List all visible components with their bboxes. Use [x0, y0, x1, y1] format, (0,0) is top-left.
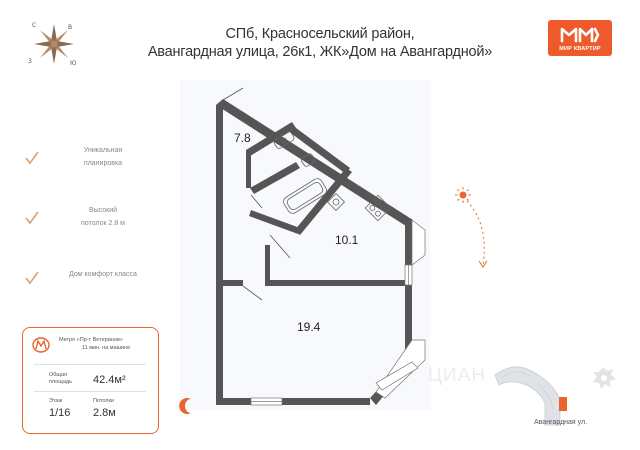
ceiling-label: Потолки	[93, 398, 114, 404]
compass-south-label: Ю	[70, 60, 77, 67]
watermark: ЦИАН	[428, 365, 487, 386]
feature-2-line-2: потолок 2.8 м	[81, 220, 125, 227]
apartment-location-marker	[559, 397, 567, 411]
title-line-1: СПб, Красносельский район,	[225, 26, 415, 42]
area-label-line-1: Общая	[49, 372, 67, 378]
title-line-2: Авангардная улица, 26к1, ЖК»Дом на Авангардной»	[147, 44, 493, 60]
sun-path-icon	[455, 185, 495, 275]
logo-text: МИР КВАРТИР	[559, 46, 601, 52]
area-label-line-2: площадь	[49, 379, 72, 385]
feature-1-line-1: Уникальная	[83, 147, 123, 154]
floor-label: Этаж	[49, 398, 63, 404]
feature-3-line-1: Дом комфорт класса	[69, 271, 137, 278]
room-area-kitchen: 10.1	[335, 233, 359, 247]
street-label: Авангардная ул.	[534, 419, 588, 426]
metro-station-name: Метро «Пр-т Ветеранов»	[59, 337, 123, 343]
floor-value: 1/16	[49, 407, 71, 419]
feature-2-line-1: Высокий	[88, 207, 118, 214]
moon-icon	[178, 396, 198, 416]
compass-west-label: З	[28, 58, 32, 65]
room-area-hall: 7.8	[234, 131, 251, 145]
ceiling-value: 2.8м	[93, 407, 116, 419]
area-value: 42.4м²	[93, 374, 126, 386]
compass-north-label: С	[32, 22, 37, 29]
metro-distance: 11 мин. на машине	[82, 345, 131, 351]
room-area-living: 19.4	[297, 320, 321, 334]
feature-1-line-2: планировка	[83, 160, 123, 167]
compass-east-label: В	[68, 24, 73, 31]
